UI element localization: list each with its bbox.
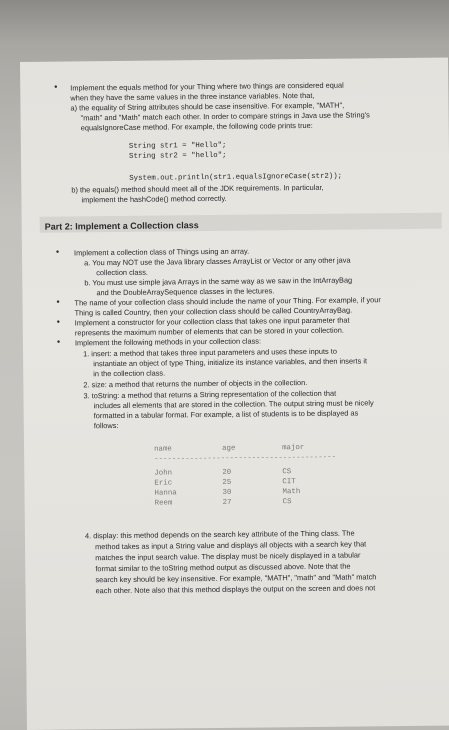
table-cell: CS xyxy=(282,468,292,477)
table-divider: ----------------------------------------- xyxy=(154,453,337,464)
part1-a-line: a) the equality of String attributes should be case insensitive. For example, "MATH", xyxy=(70,100,345,113)
bullet: • xyxy=(54,81,58,92)
section-heading: Part 2: Implement a Collection class xyxy=(44,220,199,232)
list-item: follows: xyxy=(93,420,119,431)
section-heading-bar xyxy=(40,213,442,233)
list-item: in the collection class. xyxy=(93,368,166,379)
list-item: instantiate an object of type Thing, initialize its instance variables, and then inserts it xyxy=(93,356,368,369)
code-line: String str1 = "Hello"; xyxy=(128,141,227,151)
list-item: a. You may NOT use the Java library classes ArrayList or Vector or any other java xyxy=(84,255,351,268)
part1-a-line: "math" and "Math" match each other. In order to compare strings in Java use the String's xyxy=(80,110,370,123)
table-header-major: major xyxy=(282,444,305,453)
table-cell: CIT xyxy=(282,478,296,487)
list-item: collection class. xyxy=(96,267,149,278)
list-item: and the DoubleArraySequence classes in the lectures. xyxy=(96,286,275,298)
table-header-name: name xyxy=(154,445,172,454)
list-item: 1. insert: a method that takes three input parameters and uses these inputs to xyxy=(83,346,337,359)
list-item: includes all elements that are stored in the collection. The output string must be nicely xyxy=(93,398,374,411)
document-page xyxy=(20,58,449,730)
part1-b-line: b) the equals() method should meet all of the JDK requirements. In particular, xyxy=(71,182,324,195)
table-cell: 20 xyxy=(222,468,232,477)
part1-a-line: equalsIgnoreCase method. For example, the following code prints true: xyxy=(80,120,313,133)
bullet: • xyxy=(56,316,60,327)
table-header-age: age xyxy=(222,444,236,453)
bullet: • xyxy=(56,336,61,347)
list-item: formatted in a tabular format. For example, a list of students is to be displayed as xyxy=(93,408,359,421)
display-line: matches the input search value. The display must be nicely displayed in a tabular xyxy=(95,550,361,563)
table-cell: Math xyxy=(282,488,301,497)
code-line: String str2 = "hello"; xyxy=(128,151,227,161)
display-line: 4. display: this method depends on the search key attribute of the Thing class. The xyxy=(84,528,355,541)
list-item: b. You must use simple java Arrays in the same way as we saw in the IntArrayBag xyxy=(84,275,353,288)
display-line: each other. Note also that this method displays the output on the screen and does not xyxy=(95,583,376,596)
table-cell: Reem xyxy=(154,499,173,508)
table-cell: John xyxy=(154,469,173,478)
table-cell: 25 xyxy=(222,478,232,487)
bullet: • xyxy=(56,296,60,307)
code-line: System.out.println(str1.equalsIgnoreCase(str2)); xyxy=(129,172,343,183)
list-item: The name of your collection class should include the name of your Thing. For example, if your xyxy=(74,295,381,308)
table-cell: CS xyxy=(282,498,292,507)
list-item: Implement a constructor for your collection class that takes one input parameter that xyxy=(74,315,350,328)
part1-line: when they have the same values in the three instance variables. Note that, xyxy=(70,90,315,103)
list-item: 2. size: a method that returns the number of objects in the collection. xyxy=(83,378,308,390)
list-item: 3. toString: a method that returns a String representation of the collection that xyxy=(83,388,337,401)
part1-b-line: implement the hashCode() method correctly. xyxy=(81,193,227,205)
bullet: • xyxy=(55,246,60,257)
table-cell: 27 xyxy=(222,498,232,507)
list-item: represents the maximum number of elements that can be stored in your collection. xyxy=(74,325,344,338)
table-cell: Hanna xyxy=(154,489,177,498)
part1-line: Implement the equals method for your Thing where two things are considered equal xyxy=(70,80,344,93)
display-line: format similar to the toString method output as discussed above. Note that the xyxy=(95,561,351,574)
table-cell: 30 xyxy=(222,488,232,497)
table-cell: Eric xyxy=(154,479,173,488)
list-item: Implement a collection class of Things using an array. xyxy=(73,246,250,258)
list-item: Implement the following methods in your collection class: xyxy=(74,336,262,348)
display-line: search key should be key insensitive. For example, "MATH", "math" and "Math" match xyxy=(95,572,377,585)
display-line: method takes as input a String value and displays all objects with a search key that xyxy=(95,539,367,552)
list-item: Thing is called Country, then your collection class should be called CountryArrayBag. xyxy=(74,305,353,318)
